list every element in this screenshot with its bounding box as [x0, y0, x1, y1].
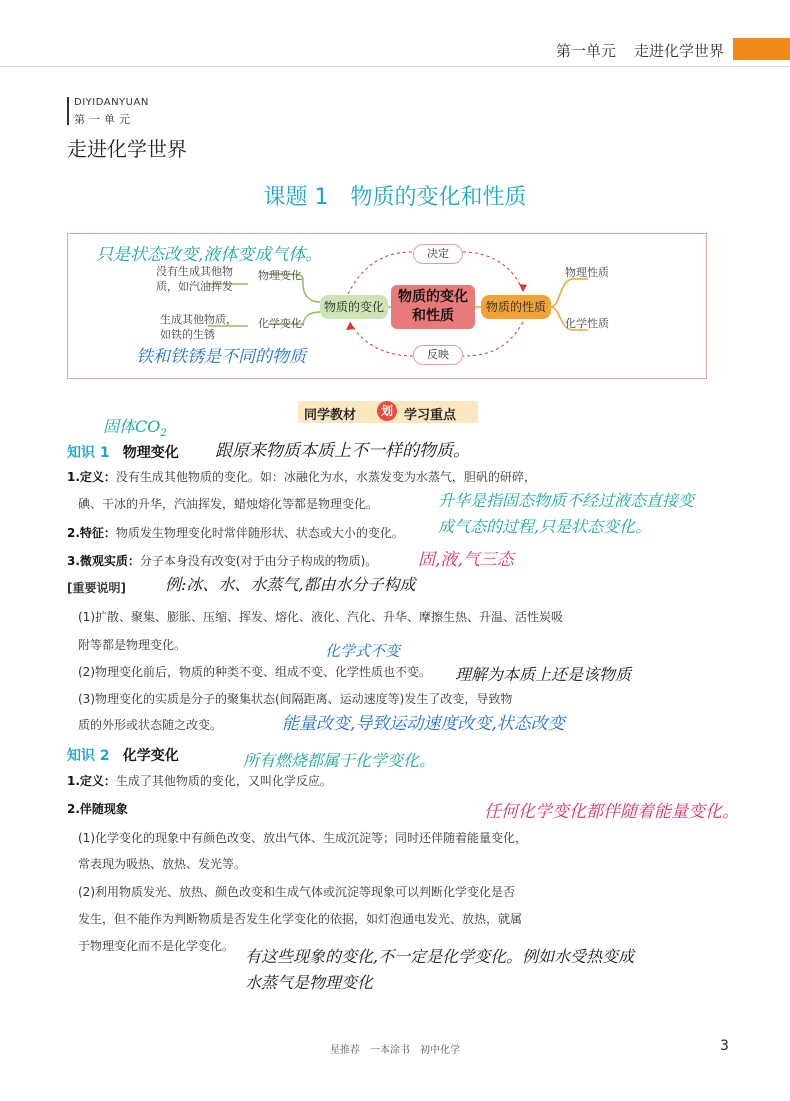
chapter-title: 走进化学世界	[67, 137, 187, 161]
kp1-definition-2: 碘、干冰的升华，汽油挥发，蜡烛熔化等都是物理变化。	[78, 497, 379, 511]
kp1-feat-label: 2.特征：	[67, 526, 116, 540]
kp2-item: 于物理变化而不是化学变化。	[78, 939, 235, 953]
kp1-important: [重要说明]	[67, 581, 126, 595]
kp2-item: 发生，但不能作为判断物质是否发生化学变化的依据，如灯泡通电发光、放热，就属	[78, 912, 523, 926]
handnote-not-always-line: 水蒸气是物理变化	[245, 973, 374, 992]
chemical-desc	[160, 312, 237, 342]
header-divider	[0, 66, 790, 67]
kp1-tag: 知识 1	[67, 445, 110, 461]
kp2-definition	[67, 773, 332, 789]
node-center	[391, 285, 475, 329]
header-accent-bar	[733, 38, 790, 60]
physical-property-label: 物理性质	[565, 266, 609, 279]
kp1-item: 质的外形或状态随之改变。	[78, 718, 223, 732]
kp2-title: 化学变化	[122, 748, 179, 764]
handnote-energy-always: 任何化学变化都伴随着能量变化。	[484, 802, 739, 822]
footer-text: 星推荐 一本涂书 初中化学	[330, 1045, 460, 1056]
kp2-item: 常表现为吸热、放热、发光等。	[78, 857, 247, 871]
reflects-label: 反映	[413, 345, 463, 365]
handnote-sublimation	[438, 488, 694, 540]
header-unit: 第一单元	[556, 42, 617, 60]
handnote-formula-same: 化学式不变	[325, 642, 401, 660]
header-title: 走进化学世界	[634, 42, 725, 60]
kp1-item: (2)物理变化前后，物质的种类不变、组成不变、化学性质也不变。	[78, 665, 432, 679]
determines-label: 决定	[413, 244, 463, 264]
kp1-def-label: 1.定义：	[67, 470, 116, 484]
kp2-item: (2)利用物质发光、放热、颜色改变和生成气体或沉淀等现象可以判断化学变化是否	[78, 885, 516, 899]
chemical-desc-line: 生成其他物质，	[160, 313, 237, 326]
physical-desc	[156, 264, 233, 294]
handnote-water-example: 例:冰、水、水蒸气,都由水分子构成	[165, 575, 416, 594]
chemical-change-label: 化学变化	[258, 317, 302, 330]
kp1-feature	[67, 525, 404, 541]
handnote-energy-change: 能量改变,导致运动速度改变,状态改变	[282, 714, 565, 734]
kp1-micro-label: 3.微观实质：	[67, 554, 140, 568]
node-material-property: 物质的性质	[481, 295, 551, 319]
physical-desc-line: 质，如汽油挥发	[156, 280, 233, 293]
section-banner	[298, 401, 478, 423]
banner-right: 学习重点	[404, 408, 457, 423]
kp2-item: (1)化学变化的现象中有颜色改变、放出气体、生成沉淀等；同时还伴随着能量变化，	[78, 831, 528, 845]
kp1-title: 物理变化	[122, 445, 179, 461]
node-center-line: 和性质	[412, 308, 454, 324]
kp2-def-text: 生成了其他物质的变化，又叫化学反应。	[115, 774, 332, 788]
kp2-tag: 知识 2	[67, 748, 110, 764]
handnote-same-substance: 理解为本质上还是该物质	[455, 665, 632, 684]
handnote-solid-co2-sub: 2	[160, 428, 167, 440]
page-number: 3	[720, 1038, 729, 1054]
handnote-state-change: 只是状态改变,液体变成气体。	[96, 245, 323, 265]
physical-change-label: 物理变化	[258, 269, 302, 282]
kp1-item: 附等都是物理变化。	[78, 638, 187, 652]
unit-marker	[67, 97, 69, 125]
handnote-sublimation-line: 升华是指固态物质不经过液态直接变	[438, 491, 695, 510]
handnote-not-always-chemical	[245, 944, 634, 996]
kp1-micro	[67, 553, 377, 569]
handnote-sublimation-line: 成气态的过程,只是状态变化。	[438, 517, 652, 536]
kp1-def-text: 没有生成其他物质的变化。如：冰融化为水，水蒸发变为水蒸气，胆矾的研碎，	[115, 470, 536, 484]
handnote-solid-co2-text: 固体CO	[103, 417, 161, 436]
kp1-item: (1)扩散、聚集、膨胀、压缩、挥发、熔化、液化、汽化、升华、摩擦生热、升温、活性炭吸	[78, 610, 564, 624]
kp1-feat-text: 物质发生物理变化时常伴随形状、状态或大小的变化。	[115, 526, 404, 540]
kp1-definition	[67, 469, 536, 485]
physical-desc-line: 没有生成其他物	[156, 265, 233, 278]
handnote-solid-co2	[103, 414, 167, 439]
unit-pinyin: DIYIDANYUAN	[74, 97, 149, 108]
banner-badge: 划	[377, 401, 397, 421]
handnote-different-essence: 跟原来物质本质上不一样的物质。	[215, 441, 470, 461]
chemical-desc-line: 如铁的生锈	[160, 328, 215, 341]
handnote-different-substance: 铁和铁锈是不同的物质	[136, 347, 306, 367]
kp1-item: (3)物理变化的实质是分子的聚集状态(间隔距离、运动速度等)发生了改变，导致物	[78, 692, 513, 706]
kp2-phenomena: 2.伴随现象	[67, 802, 128, 816]
concept-map	[67, 233, 707, 379]
handnote-combustion: 所有燃烧都属于化学变化。	[243, 751, 436, 770]
kp2-header	[67, 745, 179, 765]
kp1-header	[67, 442, 179, 462]
handnote-three-states: 固,液,气三态	[418, 550, 514, 570]
node-material-change: 物质的变化	[320, 295, 388, 319]
kp1-micro-text: 分子本身没有改变(对于由分子构成的物质)。	[139, 554, 378, 568]
node-center-line: 物质的变化	[398, 289, 468, 305]
handnote-not-always-line: 有这些现象的变化,不一定是化学变化。例如水受热变成	[245, 947, 635, 966]
chemical-property-label: 化学性质	[565, 317, 609, 330]
kp2-def-label: 1.定义：	[67, 774, 116, 788]
unit-label: 第一单元	[74, 113, 134, 126]
lesson-title: 课题 1 物质的变化和性质	[263, 185, 527, 210]
banner-left: 同学教材	[304, 408, 357, 423]
